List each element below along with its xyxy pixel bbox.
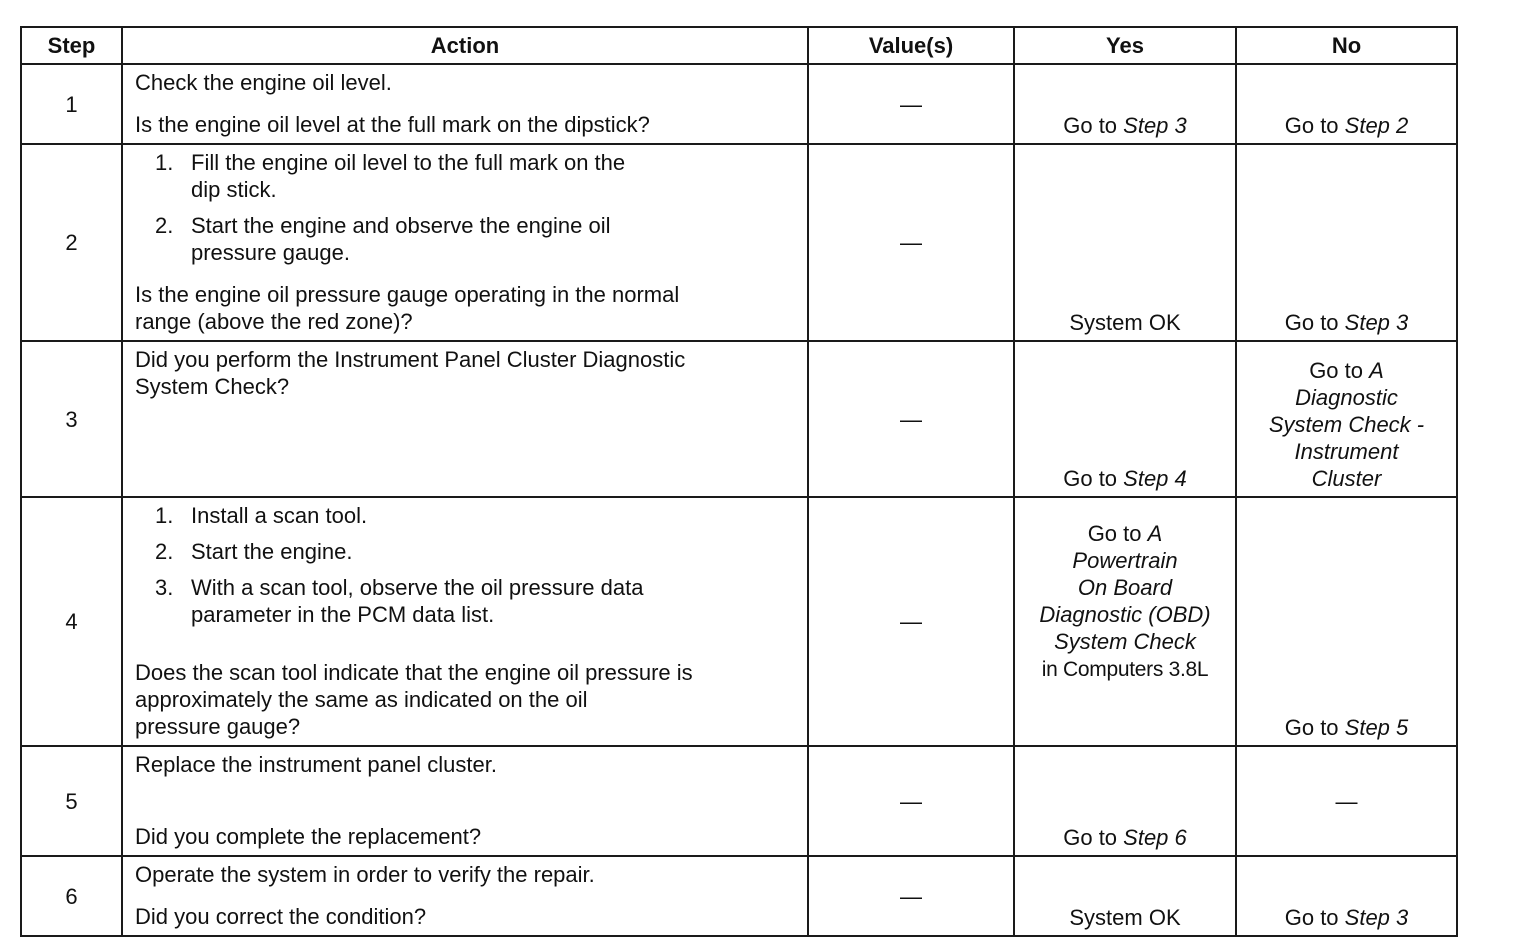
list-text: parameter in the PCM data list. [191, 602, 495, 627]
yes-prefix: Go to [1063, 825, 1124, 850]
header-no: No [1236, 27, 1457, 64]
yes-link-line: On Board [1077, 575, 1173, 600]
action-question: Is the engine oil level at the full mark on the dipstick? [135, 112, 650, 137]
no-link-line: System Check - [1268, 412, 1425, 437]
value-cell: — [808, 746, 1014, 856]
header-row [21, 27, 1457, 64]
yes-cell [1014, 64, 1236, 144]
question-line: Is the engine oil pressure gauge operating in the normal [135, 282, 680, 307]
table-row [21, 497, 1457, 746]
action-list-item [135, 538, 795, 565]
value-cell: — [808, 856, 1014, 936]
step-number: 3 [21, 341, 122, 497]
action-cell [122, 144, 808, 341]
list-number: 2. [155, 213, 174, 238]
action-cell [122, 341, 808, 497]
yes-note: in Computers 3.8L [1041, 658, 1209, 681]
yes-prefix: Go to [1063, 113, 1124, 138]
yes-link-line: System Check [1054, 629, 1196, 654]
diagnostic-table [20, 26, 1458, 937]
question-line: approximately the same as indicated on the oil [135, 687, 588, 712]
action-text: Operate the system in order to verify the repair. [135, 862, 595, 887]
list-text: pressure gauge. [191, 240, 350, 265]
action-list-item [135, 212, 795, 266]
yes-prefix: Go to [1087, 521, 1148, 546]
step-number: 1 [21, 64, 122, 144]
no-cell: — [1236, 746, 1457, 856]
question-line: pressure gauge? [135, 714, 301, 739]
list-text: With a scan tool, observe the oil pressure data [191, 575, 644, 600]
action-cell [122, 856, 808, 936]
table-row [21, 144, 1457, 341]
action-text: Replace the instrument panel cluster. [135, 752, 497, 777]
no-prefix: Go to [1284, 113, 1345, 138]
step-number: 2 [21, 144, 122, 341]
value-cell: — [808, 497, 1014, 746]
action-text: Check the engine oil level. [135, 70, 392, 95]
list-number: 1. [155, 150, 174, 175]
action-question: Did you correct the condition? [135, 904, 427, 929]
list-number: 2. [155, 539, 174, 564]
yes-step-link: Step 4 [1123, 466, 1187, 491]
yes-step-link: Step 3 [1123, 113, 1187, 138]
no-prefix: Go to [1284, 905, 1345, 930]
no-step-link: Step 3 [1344, 310, 1409, 335]
table-row [21, 64, 1457, 144]
action-question [135, 281, 795, 335]
no-link-line: Diagnostic [1295, 385, 1398, 410]
list-text: Start the engine. [191, 539, 353, 564]
no-link-line: A [1369, 358, 1384, 383]
no-cell [1236, 497, 1457, 746]
no-prefix: Go to [1284, 715, 1345, 740]
table-row [21, 856, 1457, 936]
list-text: Start the engine and observe the engine oil [191, 213, 611, 238]
no-prefix: Go to [1309, 358, 1370, 383]
yes-cell [1014, 746, 1236, 856]
value-cell: — [808, 64, 1014, 144]
yes-link-line: A [1147, 521, 1163, 546]
yes-cell [1014, 497, 1236, 746]
no-cell [1236, 856, 1457, 936]
no-cell [1236, 144, 1457, 341]
action-list-item [135, 149, 795, 203]
value-cell: — [808, 341, 1014, 497]
value-cell: — [808, 144, 1014, 341]
question-line: Does the scan tool indicate that the engine oil pressure is [135, 660, 693, 685]
no-step-link: Step 5 [1344, 715, 1409, 740]
no-link-line: Instrument [1294, 439, 1399, 464]
list-text: Fill the engine oil level to the full mark on the [191, 150, 626, 175]
yes-cell: System OK [1014, 144, 1236, 341]
no-step-link: Step 3 [1344, 905, 1409, 930]
yes-cell [1014, 341, 1236, 497]
action-list-item [135, 574, 795, 628]
yes-link-line: Diagnostic (OBD) [1039, 602, 1211, 627]
list-text: dip stick. [191, 177, 277, 202]
question-line: System Check? [135, 374, 290, 399]
no-cell [1236, 341, 1457, 497]
header-yes: Yes [1014, 27, 1236, 64]
step-number: 6 [21, 856, 122, 936]
action-cell [122, 64, 808, 144]
header-values: Value(s) [808, 27, 1014, 64]
no-step-link: Step 2 [1344, 113, 1409, 138]
table-row [21, 341, 1457, 497]
action-cell [122, 497, 808, 746]
question-line: Did you perform the Instrument Panel Cluster Diagnostic [135, 347, 686, 372]
table-row [21, 746, 1457, 856]
yes-link-line: Powertrain [1072, 548, 1178, 573]
step-number: 4 [21, 497, 122, 746]
step-number: 5 [21, 746, 122, 856]
no-cell [1236, 64, 1457, 144]
action-question: Did you complete the replacement? [135, 824, 482, 849]
action-question [135, 346, 795, 400]
header-step: Step [21, 27, 122, 64]
question-line: range (above the red zone)? [135, 309, 413, 334]
header-action: Action [122, 27, 808, 64]
no-prefix: Go to [1284, 310, 1345, 335]
list-number: 3. [155, 575, 174, 600]
list-number: 1. [155, 503, 174, 528]
action-list-item [135, 502, 795, 529]
yes-step-link: Step 6 [1123, 825, 1187, 850]
list-text: Install a scan tool. [191, 503, 368, 528]
action-question [135, 659, 795, 740]
yes-cell: System OK [1014, 856, 1236, 936]
action-cell [122, 746, 808, 856]
yes-prefix: Go to [1063, 466, 1124, 491]
no-link-line: Cluster [1311, 466, 1382, 491]
